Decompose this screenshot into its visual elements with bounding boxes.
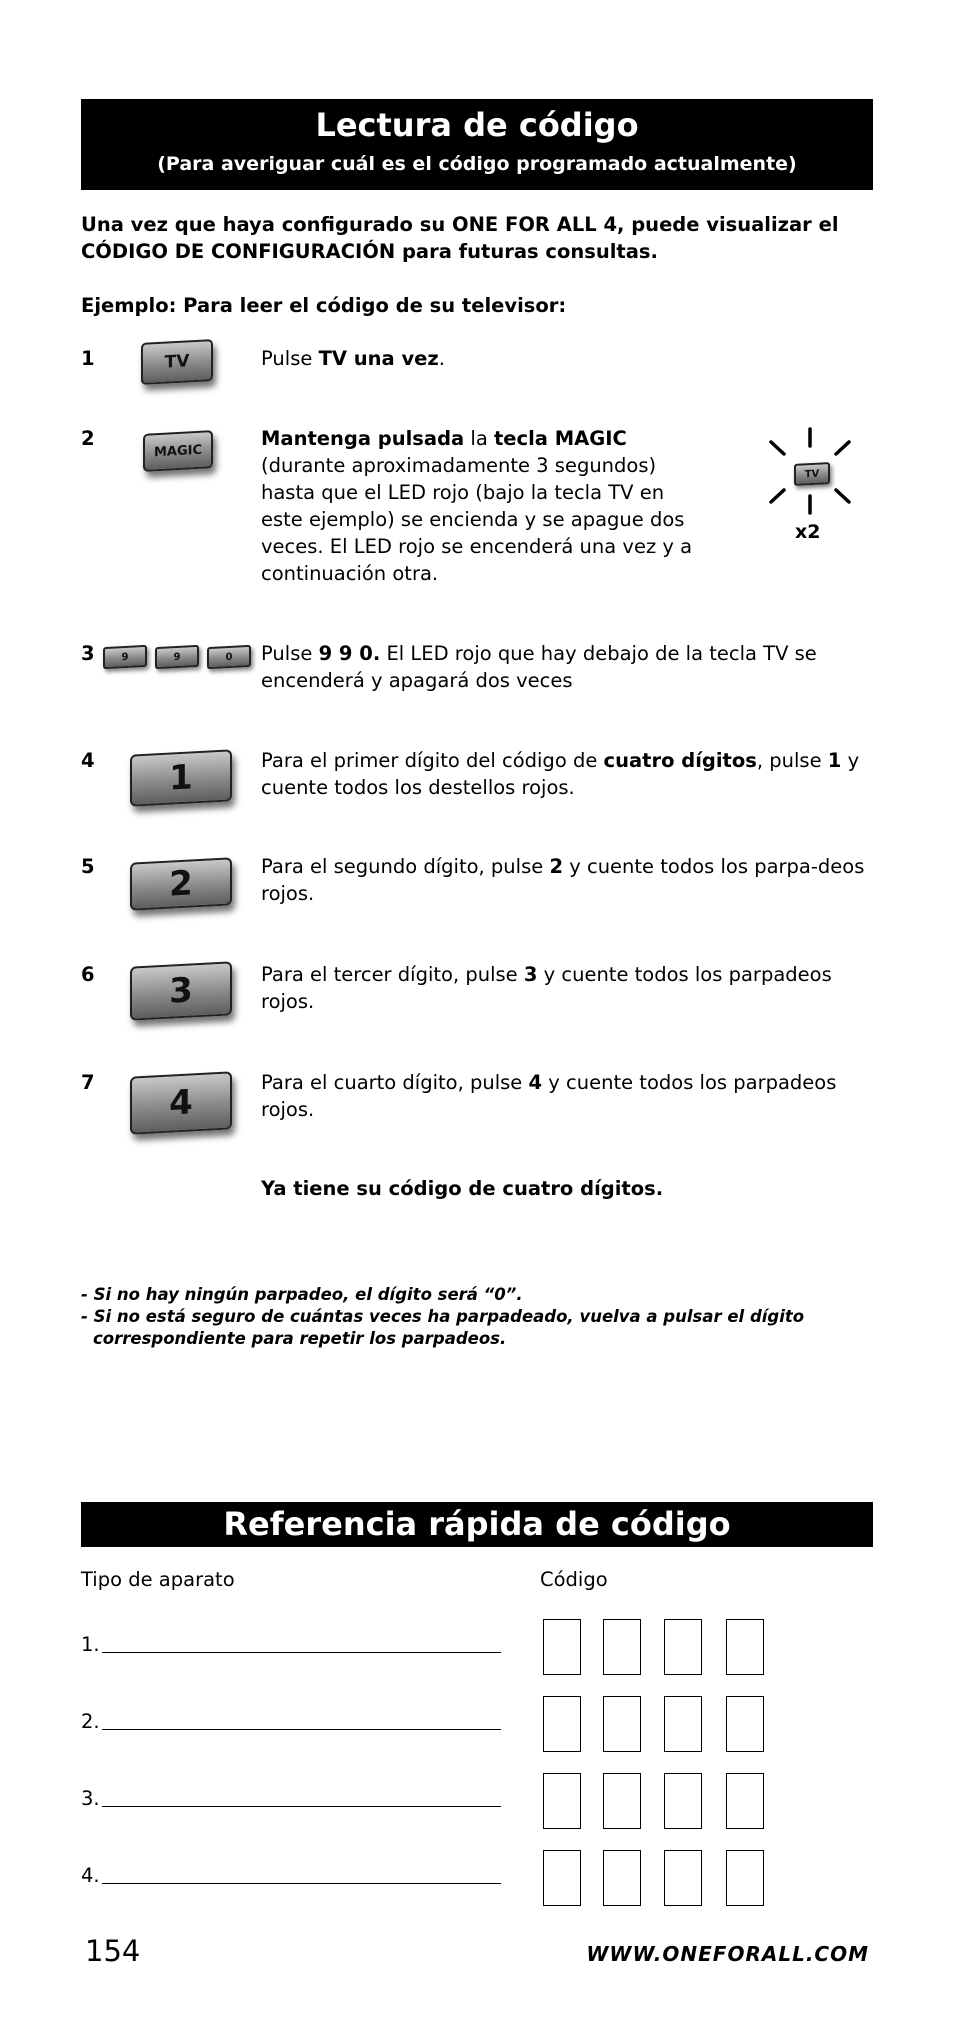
section-title: Lectura de código <box>315 106 639 144</box>
step-number-5: 5 <box>81 855 95 878</box>
device-entry-line-3[interactable]: 3. <box>81 1787 501 1811</box>
section-subtitle: (Para averiguar cuál es el código programado actualmente) <box>157 153 797 175</box>
page-number: 154 <box>85 1934 141 1968</box>
digit-2-key-icon: 2 <box>130 857 232 910</box>
code-digit-box[interactable] <box>603 1696 641 1752</box>
step-number-3: 3 <box>81 642 95 665</box>
code-digit-box[interactable] <box>543 1619 581 1675</box>
step-text-1: Pulse TV una vez. <box>261 347 445 370</box>
code-digit-box[interactable] <box>543 1696 581 1752</box>
blink-count-label: x2 <box>795 521 821 543</box>
code-digit-box[interactable] <box>603 1773 641 1829</box>
section-header-banner <box>81 99 873 190</box>
digit-4-key-icon: 4 <box>130 1071 232 1134</box>
step-text-3: Pulse 9 9 0. El LED rojo que hay debajo de la tecla TV se encenderá y apagará dos veces <box>261 642 817 692</box>
led-blink-illustration <box>765 426 855 546</box>
code-digit-box[interactable] <box>664 1619 702 1675</box>
device-entry-line-2[interactable]: 2. <box>81 1710 501 1734</box>
reference-title: Referencia rápida de código <box>223 1505 731 1543</box>
step-text-7: Para el cuarto dígito, pulse 4 y cuente todos los parpadeos rojos. <box>261 1071 837 1121</box>
website-link[interactable]: WWW.ONEFORALL.COM <box>586 1942 869 1966</box>
step-text-5: Para el segundo dígito, pulse 2 y cuente todos los parpa-deos rojos. <box>261 855 865 905</box>
code-digit-box[interactable] <box>603 1619 641 1675</box>
code-digit-box[interactable] <box>664 1850 702 1906</box>
device-entry-line-1[interactable]: 1. <box>81 1633 501 1657</box>
step-number-4: 4 <box>81 749 95 772</box>
note-2: - Si no está seguro de cuántas veces ha parpadeado, vuelva a pulsar el dígito <box>81 1307 805 1326</box>
step-text-4: Para el primer dígito del código de cuatro dígitos, pulse 1 y cuente todos los destellos rojos. <box>261 749 860 799</box>
digit-1-key-icon: 1 <box>130 749 232 806</box>
step-number-1: 1 <box>81 347 95 370</box>
tv-key-blink-icon: TV <box>794 462 830 486</box>
code-digit-box[interactable] <box>664 1696 702 1752</box>
digit-3-key-icon: 3 <box>130 961 232 1020</box>
code-digit-box[interactable] <box>726 1696 764 1752</box>
step-number-6: 6 <box>81 963 95 986</box>
step-text-2: Mantenga pulsada la tecla MAGIC (durante aproximadamente 3 segundos) hasta que el LED rojo (bajo la tecla TV en este ejemplo) se encienda y se apague dos veces. El LED rojo se encenderá una vez y a continuación otra. <box>261 427 693 585</box>
code-digit-box[interactable] <box>726 1773 764 1829</box>
device-entry-line-4[interactable]: 4. <box>81 1864 501 1888</box>
code-digit-box[interactable] <box>726 1619 764 1675</box>
code-digit-box[interactable] <box>603 1850 641 1906</box>
code-digit-box[interactable] <box>543 1850 581 1906</box>
conclusion-text: Ya tiene su código de cuatro dígitos. <box>261 1177 664 1200</box>
code-digit-box[interactable] <box>664 1773 702 1829</box>
zero-key-icon: 0 <box>207 645 251 669</box>
nine-key-icon-2: 9 <box>155 645 199 669</box>
example-heading: Ejemplo: Para leer el código de su televisor: <box>81 294 567 317</box>
code-column-label: Código <box>540 1568 608 1591</box>
step-text-6: Para el tercer dígito, pulse 3 y cuente todos los parpadeos rojos. <box>261 963 832 1013</box>
note-2-continued: correspondiente para repetir los parpadeos. <box>93 1329 507 1348</box>
step-number-2: 2 <box>81 427 95 450</box>
device-type-column-label: Tipo de aparato <box>81 1568 235 1591</box>
nine-key-icon: 9 <box>103 645 147 669</box>
magic-key-icon: MAGIC <box>143 430 213 472</box>
code-digit-box[interactable] <box>726 1850 764 1906</box>
step-number-7: 7 <box>81 1071 95 1094</box>
reference-header-banner <box>81 1502 873 1547</box>
intro-paragraph: Una vez que haya configurado su ONE FOR ALL 4, puede visualizar el CÓDIGO DE CONFIGURACIÓN para futuras consultas. <box>81 213 839 263</box>
code-digit-box[interactable] <box>543 1773 581 1829</box>
note-1: - Si no hay ningún parpadeo, el dígito será “0”. <box>81 1285 523 1304</box>
tv-key-icon: TV <box>141 339 213 385</box>
